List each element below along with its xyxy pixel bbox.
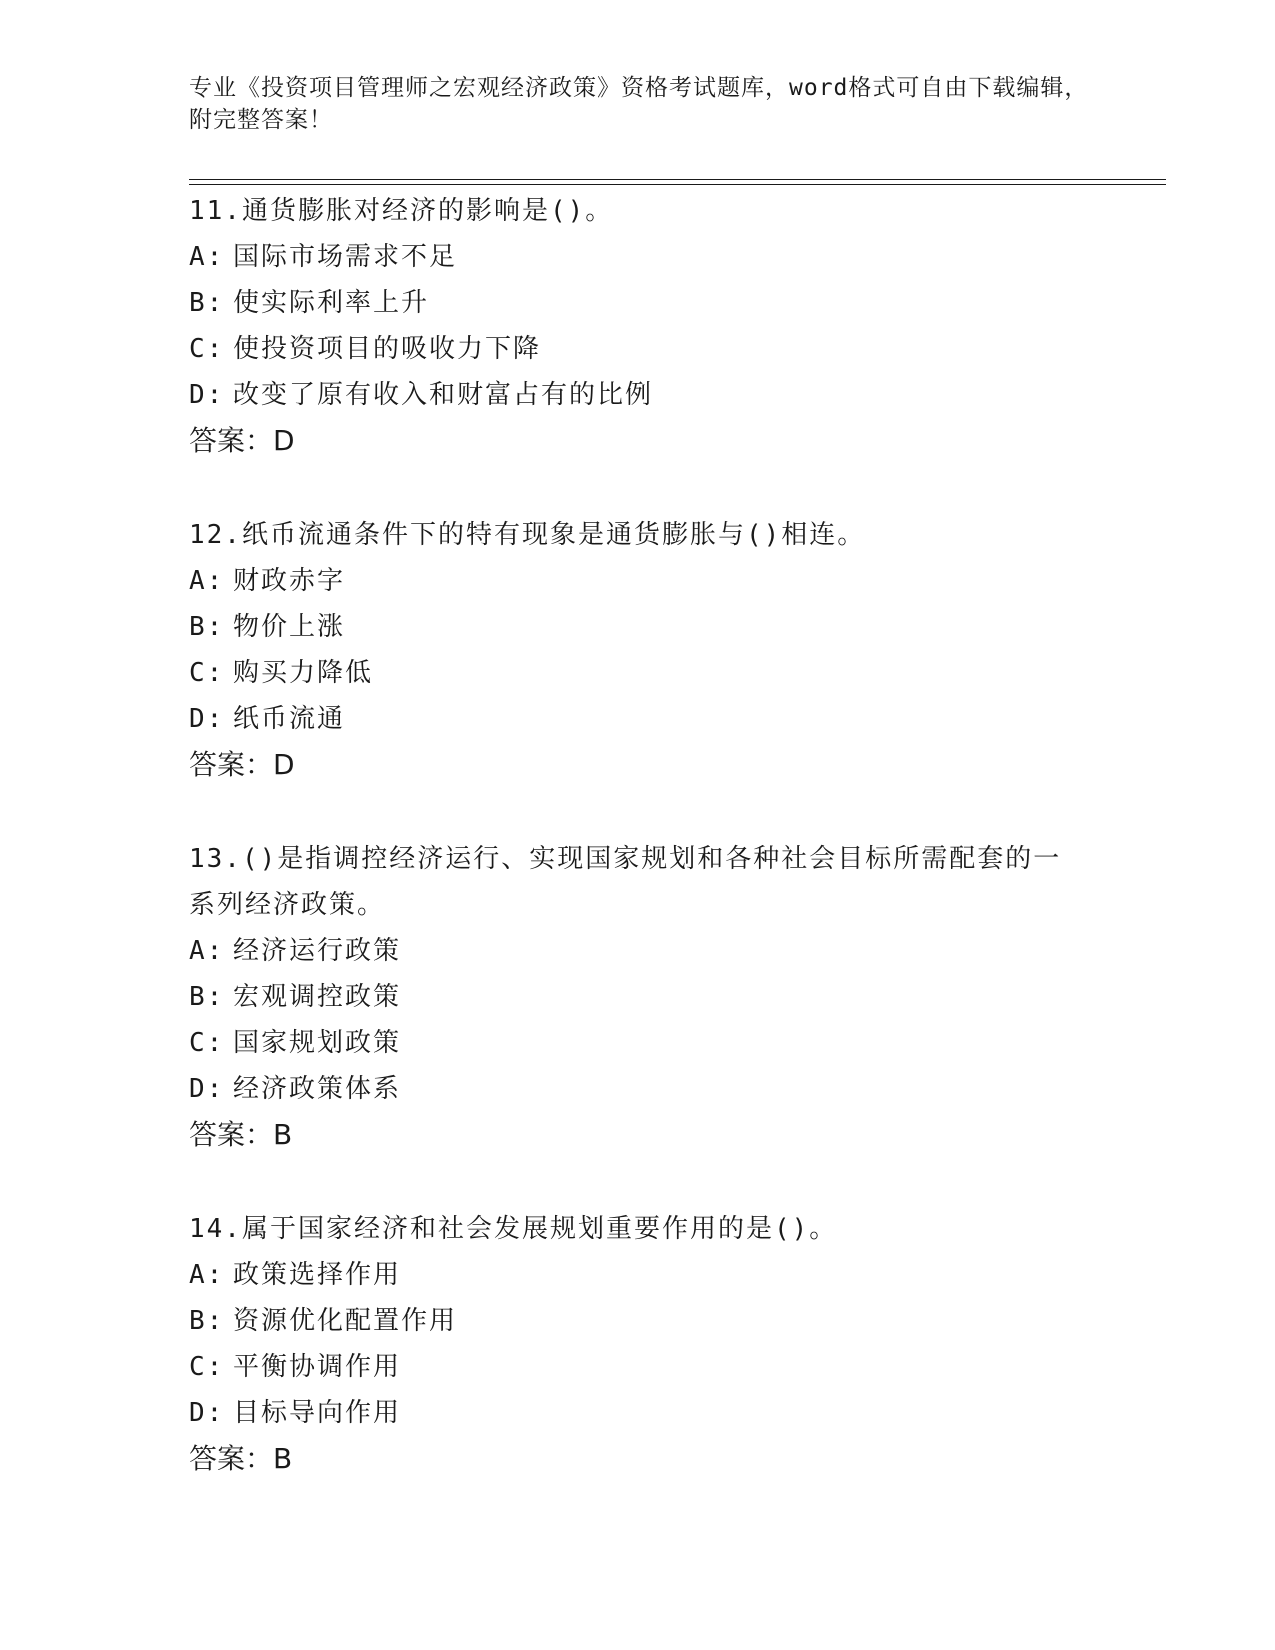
header-divider-bottom	[189, 184, 1166, 185]
option-key: B:	[189, 982, 225, 1012]
option-text: 财政赤字	[233, 566, 346, 596]
option-a	[189, 558, 1089, 604]
option-key: A:	[189, 936, 225, 966]
option-c	[189, 1344, 1089, 1390]
option-key: C:	[189, 1028, 225, 1058]
answer-line: 答案：B	[189, 1442, 293, 1475]
option-d	[189, 372, 1089, 418]
option-key: D:	[189, 380, 225, 410]
option-d	[189, 696, 1089, 742]
option-key: B:	[189, 1306, 225, 1336]
document-header-note: 专业《投资项目管理师之宏观经济政策》资格考试题库，word格式可自由下载编辑，附完整答案！	[189, 75, 1089, 133]
option-key: A:	[189, 242, 225, 272]
option-d	[189, 1390, 1089, 1436]
option-b	[189, 604, 1089, 650]
header-divider-top	[189, 179, 1166, 180]
option-text: 国家规划政策	[233, 1028, 402, 1058]
option-text: 物价上涨	[233, 612, 346, 642]
option-key: B:	[189, 288, 225, 318]
option-c	[189, 326, 1089, 372]
option-a	[189, 234, 1089, 280]
option-text: 纸币流通	[233, 704, 346, 734]
answer-line: 答案：D	[189, 424, 295, 457]
option-key: D:	[189, 704, 225, 734]
option-text: 平衡协调作用	[233, 1352, 402, 1382]
option-text: 宏观调控政策	[233, 982, 402, 1012]
option-text: 使投资项目的吸收力下降	[233, 334, 542, 364]
answer-line: 答案：B	[189, 1118, 293, 1151]
option-b	[189, 1298, 1089, 1344]
question-stem: 14.属于国家经济和社会发展规划重要作用的是()。	[189, 1214, 838, 1244]
question-stem: 13.()是指调控经济运行、实现国家规划和各种社会目标所需配套的一系列经济政策。	[189, 844, 1062, 920]
option-b	[189, 974, 1089, 1020]
option-key: C:	[189, 334, 225, 364]
option-text: 国际市场需求不足	[233, 242, 458, 272]
option-key: A:	[189, 1260, 225, 1290]
option-b	[189, 280, 1089, 326]
option-c	[189, 650, 1089, 696]
question-item	[189, 512, 1089, 788]
option-key: D:	[189, 1398, 225, 1428]
option-key: B:	[189, 612, 225, 642]
option-text: 目标导向作用	[233, 1398, 402, 1428]
option-text: 使实际利率上升	[233, 288, 430, 318]
question-list	[189, 188, 1089, 1530]
option-text: 经济政策体系	[233, 1074, 402, 1104]
option-text: 政策选择作用	[233, 1260, 402, 1290]
question-stem: 11.通货膨胀对经济的影响是()。	[189, 196, 614, 226]
option-key: D:	[189, 1074, 225, 1104]
option-text: 资源优化配置作用	[233, 1306, 458, 1336]
option-key: C:	[189, 1352, 225, 1382]
answer-line: 答案：D	[189, 748, 295, 781]
option-a	[189, 928, 1089, 974]
question-item	[189, 836, 1089, 1158]
option-text: 改变了原有收入和财富占有的比例	[233, 380, 654, 410]
question-item	[189, 188, 1089, 464]
option-c	[189, 1020, 1089, 1066]
option-key: C:	[189, 658, 225, 688]
option-d	[189, 1066, 1089, 1112]
option-a	[189, 1252, 1089, 1298]
option-text: 经济运行政策	[233, 936, 402, 966]
option-text: 购买力降低	[233, 658, 374, 688]
question-stem: 12.纸币流通条件下的特有现象是通货膨胀与()相连。	[189, 520, 866, 550]
option-key: A:	[189, 566, 225, 596]
question-item	[189, 1206, 1089, 1482]
